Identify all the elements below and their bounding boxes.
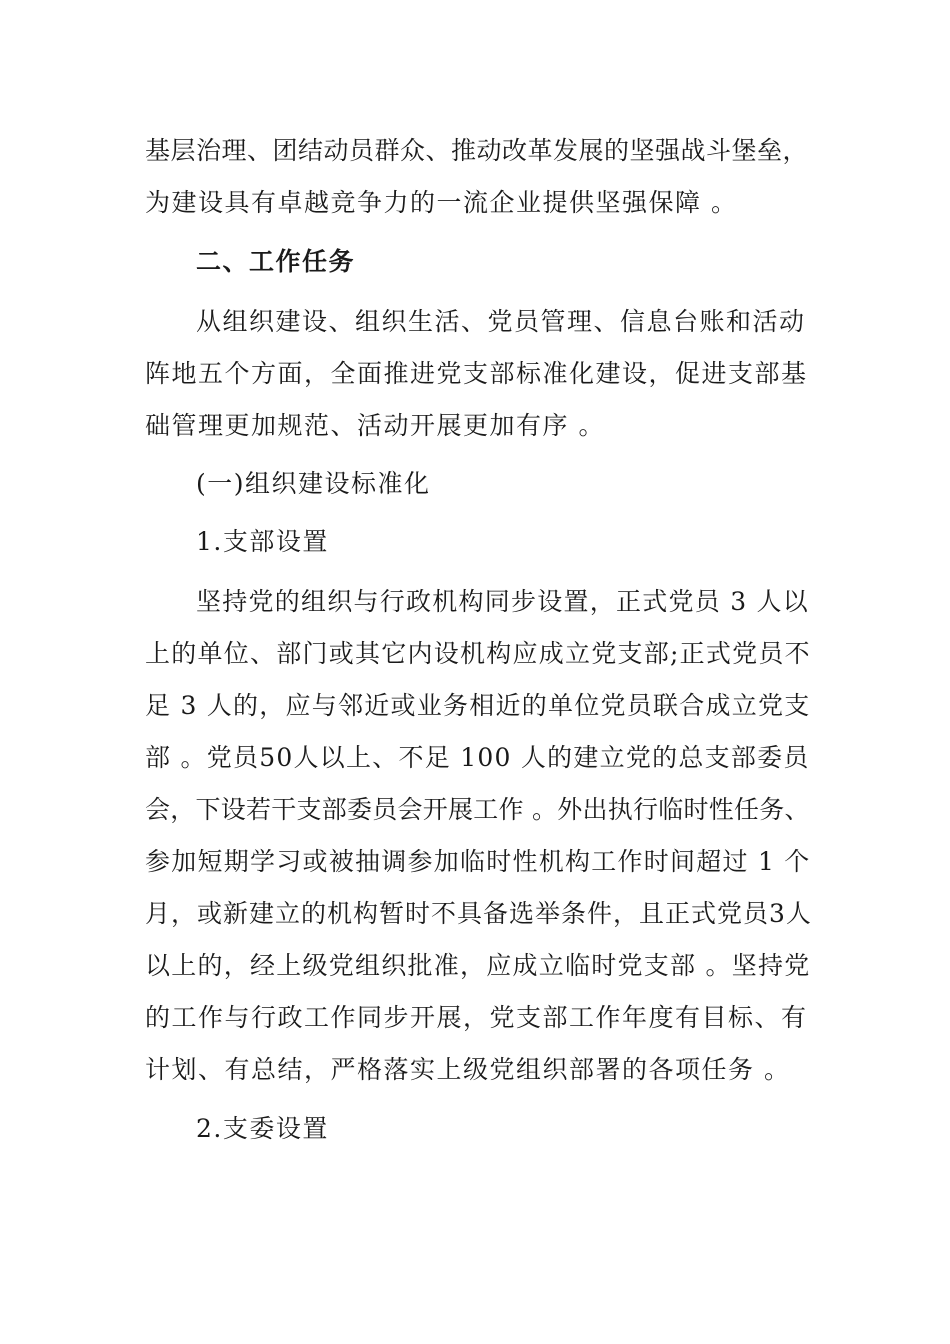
item1-paragraph-line-9: 的工作与行政工作同步开展，党支部工作年度有目标、有 — [145, 1003, 808, 1032]
item1-paragraph-line-5: 会，下设若干支部委员会开展工作 。外出执行临时性任务、 — [145, 795, 810, 824]
section-paragraph-line-1: 从组织建设、组织生活、党员管理、信息台账和活动 — [196, 307, 806, 336]
intro-line-1: 基层治理、团结动员群众、推动改革发展的坚强战斗堡垒， — [145, 136, 809, 165]
item1-paragraph-line-1: 坚持党的组织与行政机构同步设置，正式党员 3 人以 — [196, 587, 810, 616]
section-paragraph-line-3: 础管理更加规范、活动开展更加有序 。 — [145, 411, 605, 440]
item1-paragraph-line-2: 上的单位、部门或其它内设机构应成立党支部;正式党员不 — [145, 639, 811, 668]
intro-line-2: 为建设具有卓越竞争力的一流企业提供坚强保障 。 — [145, 188, 738, 217]
subsection-heading: (一)组织建设标准化 — [196, 469, 431, 498]
section-heading: 二、工作任务 — [196, 247, 356, 276]
item1-paragraph-line-4: 部 。党员50人以上、不足 100 人的建立党的总支部委员 — [145, 743, 810, 772]
item1-paragraph-line-7: 月，或新建立的机构暂时不具备选举条件，且正式党员3人 — [145, 899, 812, 928]
item1-heading: 1.支部设置 — [196, 527, 329, 556]
section-paragraph-line-2: 阵地五个方面，全面推进党支部标准化建设，促进支部基 — [145, 359, 808, 388]
item1-paragraph-line-3: 足 3 人的，应与邻近或业务相近的单位党员联合成立党支 — [145, 691, 811, 720]
item1-paragraph-line-6: 参加短期学习或被抽调参加临时性机构工作时间超过 1 个 — [145, 847, 811, 876]
item1-paragraph-line-8: 以上的，经上级党组织批准，应成立临时党支部 。坚持党 — [145, 951, 811, 980]
item2-heading: 2.支委设置 — [196, 1114, 329, 1143]
item1-paragraph-line-10: 计划、有总结，严格落实上级党组织部署的各项任务 。 — [145, 1055, 791, 1084]
